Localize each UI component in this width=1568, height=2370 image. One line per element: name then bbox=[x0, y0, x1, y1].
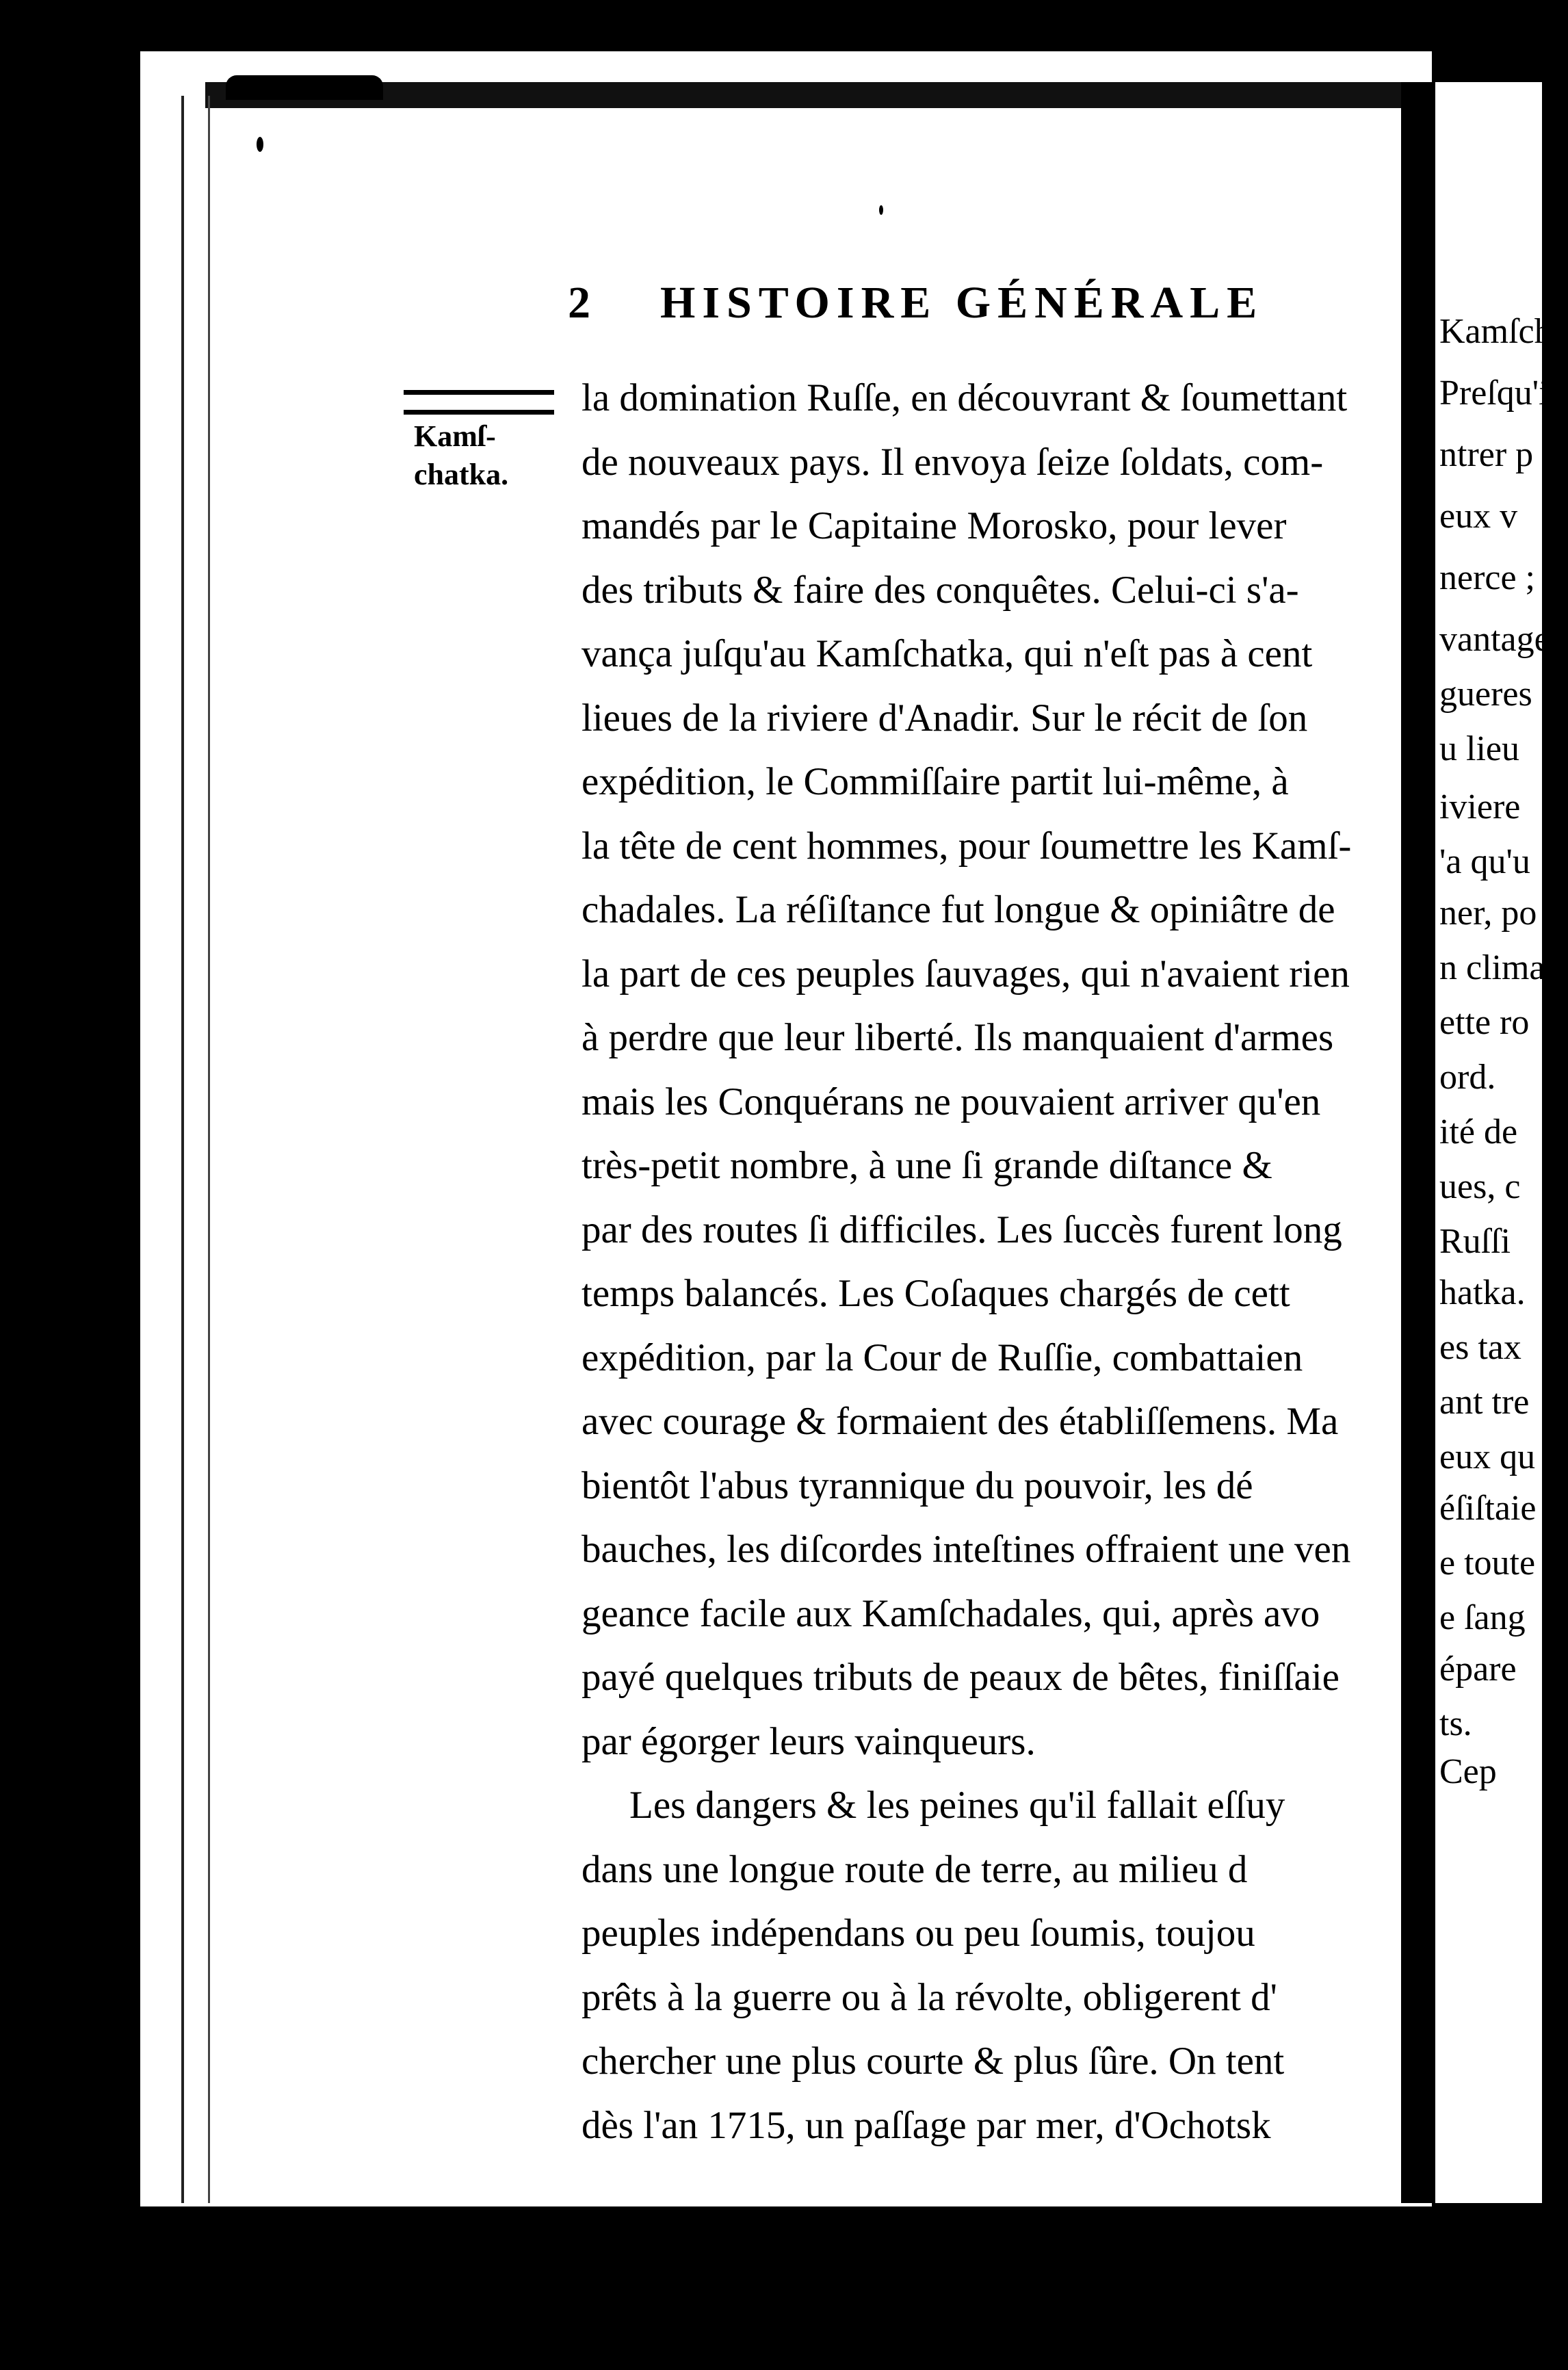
body-line: avec courage & formaient des établiſſemens. Ma bbox=[582, 1400, 1339, 1443]
body-line: expédition, par la Cour de Ruſſie, combattaien bbox=[582, 1336, 1303, 1379]
side-note-line: chatka. bbox=[414, 458, 509, 491]
body-line: à perdre que leur liberté. Ils manquaient d'armes bbox=[582, 1016, 1334, 1059]
facing-page-line: ues, c bbox=[1439, 1167, 1521, 1206]
body-line: prêts à la guerre ou à la révolte, obligerent d' bbox=[582, 1975, 1277, 2019]
body-text bbox=[582, 366, 1430, 2157]
facing-page-line: e toute bbox=[1439, 1544, 1536, 1583]
body-line: Les dangers & les peines qu'il fallait eſſuy bbox=[629, 1784, 1285, 1827]
body-line: par égorger leurs vainqueurs. bbox=[582, 1719, 1036, 1763]
facing-page-line: ntrer p bbox=[1439, 435, 1534, 474]
body-line: dès l'an 1715, un paſſage par mer, d'Ochotsk bbox=[582, 2103, 1271, 2147]
body-line: chadales. La réſiſtance fut longue & opiniâtre de bbox=[582, 888, 1335, 931]
facing-page-line: iviere bbox=[1439, 787, 1521, 826]
facing-page-line: es tax bbox=[1439, 1328, 1521, 1367]
facing-page-line: gueres bbox=[1439, 675, 1532, 714]
facing-page-line: hatka. bbox=[1439, 1273, 1526, 1312]
ink-speck bbox=[705, 2258, 725, 2271]
body-line: des tributs & faire des conquêtes. Celui-ci s'a- bbox=[582, 568, 1299, 612]
page-number: 2 bbox=[568, 278, 590, 328]
facing-page-line: 'a qu'u bbox=[1439, 842, 1530, 881]
ink-speck bbox=[257, 137, 263, 152]
body-line: bientôt l'abus tyrannique du pouvoir, les dé bbox=[582, 1463, 1253, 1507]
facing-page-line: ette ro bbox=[1439, 1003, 1530, 1042]
body-line: payé quelques tributs de peaux de bêtes, finiſſaie bbox=[582, 1656, 1340, 1699]
body-line: la part de ces peuples ſauvages, qui n'avaient rien bbox=[582, 952, 1350, 995]
body-line: très-petit nombre, à une ſi grande diſtance & bbox=[582, 1144, 1272, 1187]
facing-page-line: n clima bbox=[1439, 948, 1545, 987]
facing-page-line: ts. bbox=[1439, 1704, 1472, 1743]
body-line: la domination Ruſſe, en découvrant & ſoumettant bbox=[582, 376, 1348, 419]
facing-page-line: ord. bbox=[1439, 1058, 1496, 1097]
body-line: lieues de la riviere d'Anadir. Sur le récit de ſon bbox=[582, 696, 1308, 740]
book-gutter bbox=[1401, 82, 1435, 2203]
running-head-title: HISTOIRE GÉNÉRALE bbox=[660, 278, 1264, 328]
facing-page-line: eux qu bbox=[1439, 1437, 1536, 1476]
facing-page-fragment bbox=[1435, 82, 1568, 2203]
body-line: de nouveaux pays. Il envoya ſeize ſoldats, com- bbox=[582, 440, 1324, 484]
facing-page-line: ant tre bbox=[1439, 1383, 1530, 1422]
facing-page-line: Preſqu'i bbox=[1439, 374, 1549, 413]
facing-page-line: épare bbox=[1439, 1650, 1517, 1689]
body-line: vança juſqu'au Kamſchatka, qui n'eſt pas à cent bbox=[582, 632, 1313, 675]
side-note bbox=[414, 417, 508, 494]
body-line: la tête de cent hommes, pour ſoumettre les Kamſ- bbox=[582, 824, 1352, 868]
body-line: expédition, le Commiſſaire partit lui-même, à bbox=[582, 760, 1289, 803]
body-line: temps balancés. Les Coſaques chargés de cett bbox=[582, 1272, 1290, 1315]
facing-page-line: eux v bbox=[1439, 497, 1518, 536]
body-line: par des routes ſi difficiles. Les ſuccès furent long bbox=[582, 1208, 1342, 1251]
body-line: dans une longue route de terre, au milieu d bbox=[582, 1847, 1248, 1891]
body-line: peuples indépendans ou peu ſoumis, toujou bbox=[582, 1912, 1255, 1955]
facing-page-line: Cep bbox=[1439, 1752, 1497, 1791]
facing-page-line: Ruſſi bbox=[1439, 1222, 1511, 1261]
ink-speck bbox=[879, 205, 883, 215]
facing-page-line: vantage bbox=[1439, 620, 1550, 659]
facing-page-line: e ſang bbox=[1439, 1598, 1526, 1637]
top-binding-ornament bbox=[226, 75, 383, 100]
body-line: mais les Conquérans ne pouvaient arriver qu'en bbox=[582, 1080, 1321, 1123]
page-stack-edge bbox=[181, 96, 210, 2203]
margin-rule bbox=[404, 390, 554, 415]
side-note-line: Kamſ- bbox=[414, 419, 496, 453]
facing-page-line: nerce ; bbox=[1439, 558, 1536, 597]
body-line: geance facile aux Kamſchadales, qui, après avo bbox=[582, 1591, 1320, 1635]
top-shadow-band bbox=[205, 82, 1437, 108]
body-line: chercher une plus courte & plus ſûre. On tent bbox=[582, 2040, 1285, 2083]
facing-page-line: ner, po bbox=[1439, 894, 1537, 933]
facing-page-line: Kamſcha bbox=[1439, 312, 1568, 351]
body-line: bauches, les diſcordes inteſtines offraient une ven bbox=[582, 1528, 1351, 1571]
facing-page-line: éſiſtaie bbox=[1439, 1489, 1537, 1528]
facing-page-line: ité de bbox=[1439, 1112, 1518, 1151]
body-line: mandés par le Capitaine Morosko, pour lever bbox=[582, 504, 1287, 547]
facing-page-line: u lieu bbox=[1439, 729, 1519, 768]
